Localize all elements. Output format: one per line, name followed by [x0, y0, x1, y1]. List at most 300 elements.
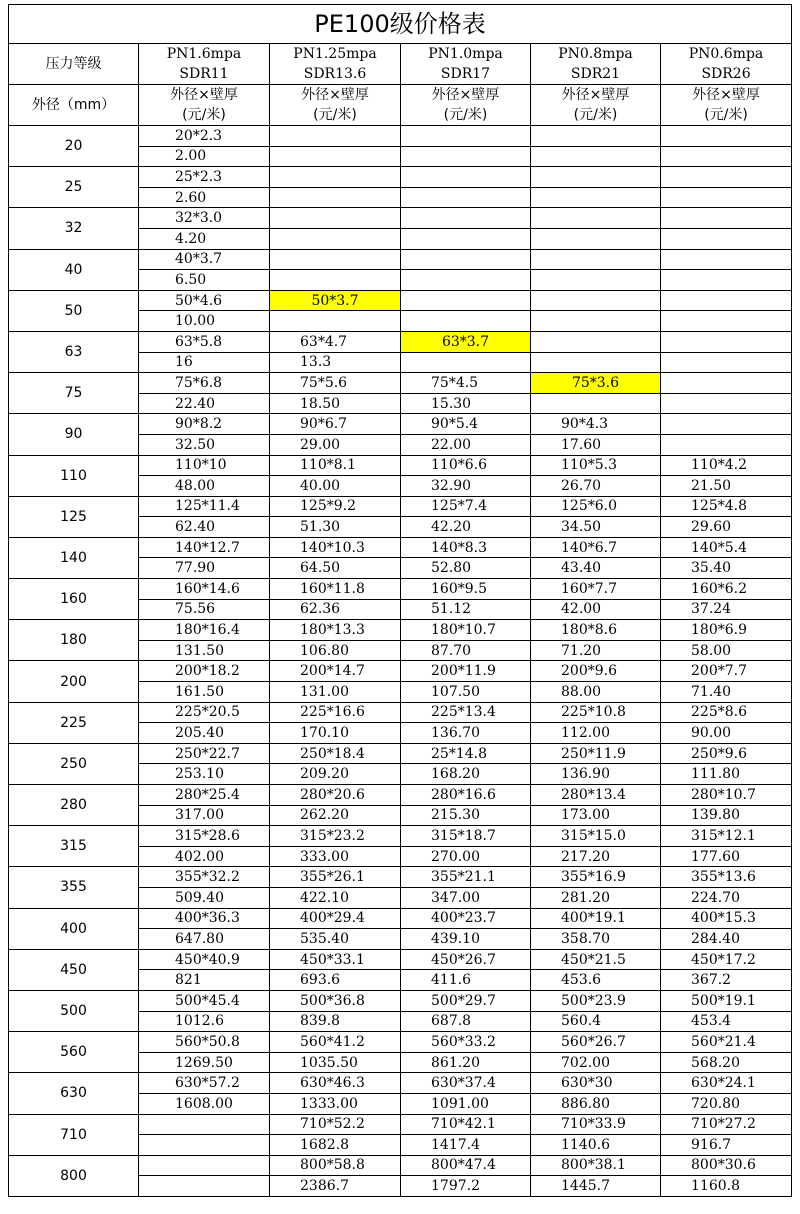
header-unit-2: (元/米): [401, 105, 531, 126]
outer-diameter: 125: [9, 496, 139, 537]
outer-diameter: 800: [9, 1155, 139, 1196]
price-cell: 209.20: [270, 764, 401, 785]
price-cell: 29.00: [270, 434, 401, 455]
price-cell: 112.00: [531, 723, 661, 744]
price-cell: 509.40: [139, 887, 270, 908]
price-cell: 106.80: [270, 640, 401, 661]
spec-cell: 800*38.1: [531, 1155, 661, 1176]
price-cell: 821: [139, 970, 270, 991]
price-cell: [270, 187, 401, 208]
outer-diameter: 180: [9, 620, 139, 661]
spec-cell: [661, 126, 792, 147]
price-cell: 839.8: [270, 1011, 401, 1032]
spec-cell: 250*11.9: [531, 743, 661, 764]
price-cell: 22.00: [401, 434, 531, 455]
spec-cell: 560*33.2: [401, 1032, 531, 1053]
spec-cell: 75*5.6: [270, 373, 401, 394]
table-row: [9, 579, 792, 600]
price-cell: 37.24: [661, 599, 792, 620]
header-pn-1: PN1.25mpa: [270, 44, 401, 65]
price-cell: 217.20: [531, 846, 661, 867]
spec-cell: [661, 249, 792, 270]
price-cell: [401, 352, 531, 373]
price-cell: 702.00: [531, 1052, 661, 1073]
price-cell: 861.20: [401, 1052, 531, 1073]
price-cell: 170.10: [270, 723, 401, 744]
price-cell: [401, 187, 531, 208]
table-row: [9, 949, 792, 970]
spec-cell: 140*5.4: [661, 537, 792, 558]
price-cell: 2.00: [139, 146, 270, 167]
header-pn-4: PN0.6mpa: [661, 44, 792, 65]
spec-cell: 90*6.7: [270, 414, 401, 435]
outer-diameter: 280: [9, 785, 139, 826]
price-cell: [401, 311, 531, 332]
spec-cell: 400*29.4: [270, 908, 401, 929]
price-cell: [661, 352, 792, 373]
spec-cell: 315*15.0: [531, 826, 661, 847]
spec-cell: 180*13.3: [270, 620, 401, 641]
price-cell: 2386.7: [270, 1176, 401, 1197]
price-cell: 71.20: [531, 640, 661, 661]
spec-cell: 125*9.2: [270, 496, 401, 517]
spec-cell: 200*7.7: [661, 661, 792, 682]
spec-cell: [139, 1114, 270, 1135]
spec-cell: 560*50.8: [139, 1032, 270, 1053]
price-cell: 10.00: [139, 311, 270, 332]
price-cell: [139, 1135, 270, 1156]
spec-cell: [139, 1155, 270, 1176]
header-unit-1: (元/米): [270, 105, 401, 126]
price-cell: 720.80: [661, 1093, 792, 1114]
table-row: [9, 167, 792, 188]
price-cell: 453.4: [661, 1011, 792, 1032]
spec-cell: [401, 290, 531, 311]
outer-diameter: 40: [9, 249, 139, 290]
price-cell: 34.50: [531, 517, 661, 538]
spec-cell: 355*16.9: [531, 867, 661, 888]
spec-cell: 200*18.2: [139, 661, 270, 682]
spec-cell: 140*6.7: [531, 537, 661, 558]
spec-cell: 280*13.4: [531, 785, 661, 806]
table-row: [9, 785, 792, 806]
spec-cell: 180*10.7: [401, 620, 531, 641]
diameter-label: 外径（mm）: [9, 85, 139, 126]
spec-cell: 250*18.4: [270, 743, 401, 764]
spec-cell: 710*27.2: [661, 1114, 792, 1135]
outer-diameter: 450: [9, 949, 139, 990]
spec-cell: 450*33.1: [270, 949, 401, 970]
price-cell: 22.40: [139, 393, 270, 414]
price-cell: 367.2: [661, 970, 792, 991]
price-cell: 52.80: [401, 558, 531, 579]
spec-cell: 400*19.1: [531, 908, 661, 929]
spec-cell: 90*8.2: [139, 414, 270, 435]
outer-diameter: 630: [9, 1073, 139, 1114]
spec-cell: 125*4.8: [661, 496, 792, 517]
spec-cell: 160*14.6: [139, 579, 270, 600]
table-row: [9, 455, 792, 476]
outer-diameter: 50: [9, 290, 139, 331]
spec-cell: [401, 249, 531, 270]
spec-cell: 355*13.6: [661, 867, 792, 888]
spec-cell: 280*20.6: [270, 785, 401, 806]
spec-cell: 90*5.4: [401, 414, 531, 435]
table-row: [9, 126, 792, 147]
outer-diameter: 140: [9, 537, 139, 578]
price-cell: 26.70: [531, 476, 661, 497]
price-cell: [531, 311, 661, 332]
header-sdr-1: SDR13.6: [270, 64, 401, 85]
price-cell: 1445.7: [531, 1176, 661, 1197]
outer-diameter: 32: [9, 208, 139, 249]
outer-diameter: 710: [9, 1114, 139, 1155]
header-pn-3: PN0.8mpa: [531, 44, 661, 65]
spec-cell: [661, 290, 792, 311]
spec-cell: 450*17.2: [661, 949, 792, 970]
price-cell: 62.36: [270, 599, 401, 620]
spec-cell: 355*32.2: [139, 867, 270, 888]
spec-cell: 225*16.6: [270, 702, 401, 723]
spec-cell: 140*10.3: [270, 537, 401, 558]
table-row: [9, 537, 792, 558]
header-unit-3: (元/米): [531, 105, 661, 126]
spec-cell: 800*30.6: [661, 1155, 792, 1176]
spec-cell: 500*19.1: [661, 990, 792, 1011]
price-cell: 18.50: [270, 393, 401, 414]
price-cell: 270.00: [401, 846, 531, 867]
price-cell: 1797.2: [401, 1176, 531, 1197]
spec-cell: 500*23.9: [531, 990, 661, 1011]
spec-cell: 75*6.8: [139, 373, 270, 394]
table-title: PE100级价格表: [9, 5, 792, 44]
spec-cell: 125*11.4: [139, 496, 270, 517]
spec-cell: 225*13.4: [401, 702, 531, 723]
price-cell: [531, 146, 661, 167]
spec-cell: 500*29.7: [401, 990, 531, 1011]
table-row: [9, 867, 792, 888]
price-cell: 32.90: [401, 476, 531, 497]
price-cell: [401, 228, 531, 249]
price-cell: [531, 393, 661, 414]
pressure-label: 压力等级: [9, 44, 139, 85]
outer-diameter: 90: [9, 414, 139, 455]
spec-cell: 315*18.7: [401, 826, 531, 847]
table-row: [9, 208, 792, 229]
header-pn-2: PN1.0mpa: [401, 44, 531, 65]
spec-cell: 75*4.5: [401, 373, 531, 394]
price-cell: 347.00: [401, 887, 531, 908]
price-cell: 107.50: [401, 682, 531, 703]
price-cell: 48.00: [139, 476, 270, 497]
header-unit-0: (元/米): [139, 105, 270, 126]
outer-diameter: 200: [9, 661, 139, 702]
spec-cell: 710*33.9: [531, 1114, 661, 1135]
spec-cell: 800*58.8: [270, 1155, 401, 1176]
price-cell: [401, 270, 531, 291]
price-cell: 281.20: [531, 887, 661, 908]
price-cell: 262.20: [270, 805, 401, 826]
spec-cell: 315*28.6: [139, 826, 270, 847]
spec-cell: 200*14.7: [270, 661, 401, 682]
outer-diameter: 400: [9, 908, 139, 949]
spec-cell: [401, 126, 531, 147]
spec-cell: 280*16.6: [401, 785, 531, 806]
spec-cell: 50*3.7: [270, 290, 401, 311]
price-cell: 42.20: [401, 517, 531, 538]
spec-cell: [661, 167, 792, 188]
price-cell: [270, 311, 401, 332]
spec-cell: 40*3.7: [139, 249, 270, 270]
header-sdr-3: SDR21: [531, 64, 661, 85]
outer-diameter: 25: [9, 167, 139, 208]
price-cell: 15.30: [401, 393, 531, 414]
spec-cell: 560*21.4: [661, 1032, 792, 1053]
spec-cell: 355*21.1: [401, 867, 531, 888]
spec-cell: 140*8.3: [401, 537, 531, 558]
price-cell: [661, 187, 792, 208]
price-cell: 916.7: [661, 1135, 792, 1156]
spec-cell: 63*3.7: [401, 331, 531, 352]
outer-diameter: 110: [9, 455, 139, 496]
price-cell: [270, 146, 401, 167]
spec-cell: 75*3.6: [531, 373, 661, 394]
price-cell: 64.50: [270, 558, 401, 579]
header-spec-2: 外径×壁厚: [401, 85, 531, 106]
outer-diameter: 355: [9, 867, 139, 908]
spec-cell: 450*21.5: [531, 949, 661, 970]
spec-cell: 315*23.2: [270, 826, 401, 847]
price-cell: [661, 146, 792, 167]
spec-cell: 630*24.1: [661, 1073, 792, 1094]
price-cell: 88.00: [531, 682, 661, 703]
spec-cell: [661, 373, 792, 394]
price-cell: [139, 1176, 270, 1197]
header-spec-1: 外径×壁厚: [270, 85, 401, 106]
spec-cell: 450*40.9: [139, 949, 270, 970]
spec-cell: 280*10.7: [661, 785, 792, 806]
spec-cell: 400*23.7: [401, 908, 531, 929]
price-cell: 58.00: [661, 640, 792, 661]
price-cell: 32.50: [139, 434, 270, 455]
table-row: [9, 290, 792, 311]
spec-cell: 50*4.6: [139, 290, 270, 311]
spec-cell: 180*8.6: [531, 620, 661, 641]
spec-cell: [531, 249, 661, 270]
spec-cell: [531, 167, 661, 188]
price-cell: 1269.50: [139, 1052, 270, 1073]
header-sdr-0: SDR11: [139, 64, 270, 85]
spec-cell: [401, 208, 531, 229]
price-cell: [401, 146, 531, 167]
table-row: [9, 1073, 792, 1094]
spec-cell: [270, 167, 401, 188]
price-cell: 1333.00: [270, 1093, 401, 1114]
price-cell: 422.10: [270, 887, 401, 908]
table-row: [9, 1114, 792, 1135]
price-cell: 358.70: [531, 929, 661, 950]
spec-cell: 200*9.6: [531, 661, 661, 682]
header-unit-4: (元/米): [661, 105, 792, 126]
price-cell: 62.40: [139, 517, 270, 538]
price-cell: 6.50: [139, 270, 270, 291]
price-cell: 1608.00: [139, 1093, 270, 1114]
price-cell: 647.80: [139, 929, 270, 950]
price-cell: 535.40: [270, 929, 401, 950]
price-cell: [661, 434, 792, 455]
price-cell: 77.90: [139, 558, 270, 579]
price-cell: 168.20: [401, 764, 531, 785]
spec-cell: 560*26.7: [531, 1032, 661, 1053]
spec-cell: 25*2.3: [139, 167, 270, 188]
price-cell: 568.20: [661, 1052, 792, 1073]
price-cell: 17.60: [531, 434, 661, 455]
spec-cell: 225*20.5: [139, 702, 270, 723]
price-cell: 40.00: [270, 476, 401, 497]
price-cell: [531, 352, 661, 373]
price-cell: [661, 228, 792, 249]
spec-cell: 160*7.7: [531, 579, 661, 600]
price-cell: 173.00: [531, 805, 661, 826]
price-cell: [661, 393, 792, 414]
outer-diameter: 315: [9, 826, 139, 867]
spec-cell: [401, 167, 531, 188]
spec-cell: 355*26.1: [270, 867, 401, 888]
price-cell: 2.60: [139, 187, 270, 208]
table-row: [9, 826, 792, 847]
price-cell: 29.60: [661, 517, 792, 538]
spec-cell: [531, 208, 661, 229]
table-row: [9, 743, 792, 764]
price-cell: 90.00: [661, 723, 792, 744]
price-cell: 560.4: [531, 1011, 661, 1032]
price-cell: 687.8: [401, 1011, 531, 1032]
spec-cell: 500*45.4: [139, 990, 270, 1011]
price-cell: 161.50: [139, 682, 270, 703]
table-row: [9, 661, 792, 682]
header-spec-4: 外径×壁厚: [661, 85, 792, 106]
price-cell: [531, 187, 661, 208]
spec-cell: 250*22.7: [139, 743, 270, 764]
spec-cell: 160*11.8: [270, 579, 401, 600]
spec-cell: 20*2.3: [139, 126, 270, 147]
outer-diameter: 500: [9, 990, 139, 1031]
price-cell: 87.70: [401, 640, 531, 661]
header-sdr-2: SDR17: [401, 64, 531, 85]
spec-cell: 630*46.3: [270, 1073, 401, 1094]
spec-cell: 110*4.2: [661, 455, 792, 476]
price-cell: 411.6: [401, 970, 531, 991]
spec-cell: [661, 414, 792, 435]
price-cell: [531, 228, 661, 249]
table-row: [9, 908, 792, 929]
table-row: [9, 331, 792, 352]
spec-cell: 110*10: [139, 455, 270, 476]
spec-cell: [531, 126, 661, 147]
price-cell: 139.80: [661, 805, 792, 826]
price-cell: 1160.8: [661, 1176, 792, 1197]
spec-cell: 400*15.3: [661, 908, 792, 929]
table-row: [9, 414, 792, 435]
price-cell: 35.40: [661, 558, 792, 579]
price-cell: 1417.4: [401, 1135, 531, 1156]
spec-cell: 63*4.7: [270, 331, 401, 352]
price-cell: 4.20: [139, 228, 270, 249]
spec-cell: 125*7.4: [401, 496, 531, 517]
header-pn-0: PN1.6mpa: [139, 44, 270, 65]
spec-cell: 140*12.7: [139, 537, 270, 558]
spec-cell: [270, 249, 401, 270]
spec-cell: 180*16.4: [139, 620, 270, 641]
header-sdr-4: SDR26: [661, 64, 792, 85]
price-cell: 886.80: [531, 1093, 661, 1114]
spec-cell: [661, 208, 792, 229]
spec-cell: 280*25.4: [139, 785, 270, 806]
price-cell: 215.30: [401, 805, 531, 826]
table-row: [9, 1032, 792, 1053]
table-row: [9, 496, 792, 517]
outer-diameter: 250: [9, 743, 139, 784]
price-cell: 131.50: [139, 640, 270, 661]
price-cell: 71.40: [661, 682, 792, 703]
spec-cell: 110*5.3: [531, 455, 661, 476]
price-cell: 177.60: [661, 846, 792, 867]
outer-diameter: 225: [9, 702, 139, 743]
spec-cell: [270, 126, 401, 147]
price-cell: 43.40: [531, 558, 661, 579]
table-row: [9, 249, 792, 270]
price-cell: 111.80: [661, 764, 792, 785]
spec-cell: 25*14.8: [401, 743, 531, 764]
table-row: [9, 373, 792, 394]
price-cell: 1012.6: [139, 1011, 270, 1032]
outer-diameter: 63: [9, 331, 139, 372]
price-cell: [661, 311, 792, 332]
spec-cell: 560*41.2: [270, 1032, 401, 1053]
spec-cell: 110*6.6: [401, 455, 531, 476]
spec-cell: 630*30: [531, 1073, 661, 1094]
price-cell: 16: [139, 352, 270, 373]
spec-cell: [531, 290, 661, 311]
price-cell: 1091.00: [401, 1093, 531, 1114]
spec-cell: 225*8.6: [661, 702, 792, 723]
table-row: [9, 990, 792, 1011]
price-cell: [270, 228, 401, 249]
outer-diameter: 20: [9, 126, 139, 167]
price-cell: 402.00: [139, 846, 270, 867]
spec-cell: 200*11.9: [401, 661, 531, 682]
header-spec-0: 外径×壁厚: [139, 85, 270, 106]
price-cell: 75.56: [139, 599, 270, 620]
spec-cell: 315*12.1: [661, 826, 792, 847]
price-cell: 21.50: [661, 476, 792, 497]
price-cell: 1140.6: [531, 1135, 661, 1156]
price-cell: 136.70: [401, 723, 531, 744]
price-cell: 205.40: [139, 723, 270, 744]
spec-cell: 630*57.2: [139, 1073, 270, 1094]
header-spec-3: 外径×壁厚: [531, 85, 661, 106]
price-cell: 333.00: [270, 846, 401, 867]
price-cell: 439.10: [401, 929, 531, 950]
spec-cell: 225*10.8: [531, 702, 661, 723]
spec-cell: 500*36.8: [270, 990, 401, 1011]
price-cell: 224.70: [661, 887, 792, 908]
price-cell: [531, 270, 661, 291]
spec-cell: 125*6.0: [531, 496, 661, 517]
price-cell: [661, 270, 792, 291]
spec-cell: 63*5.8: [139, 331, 270, 352]
spec-cell: [531, 331, 661, 352]
